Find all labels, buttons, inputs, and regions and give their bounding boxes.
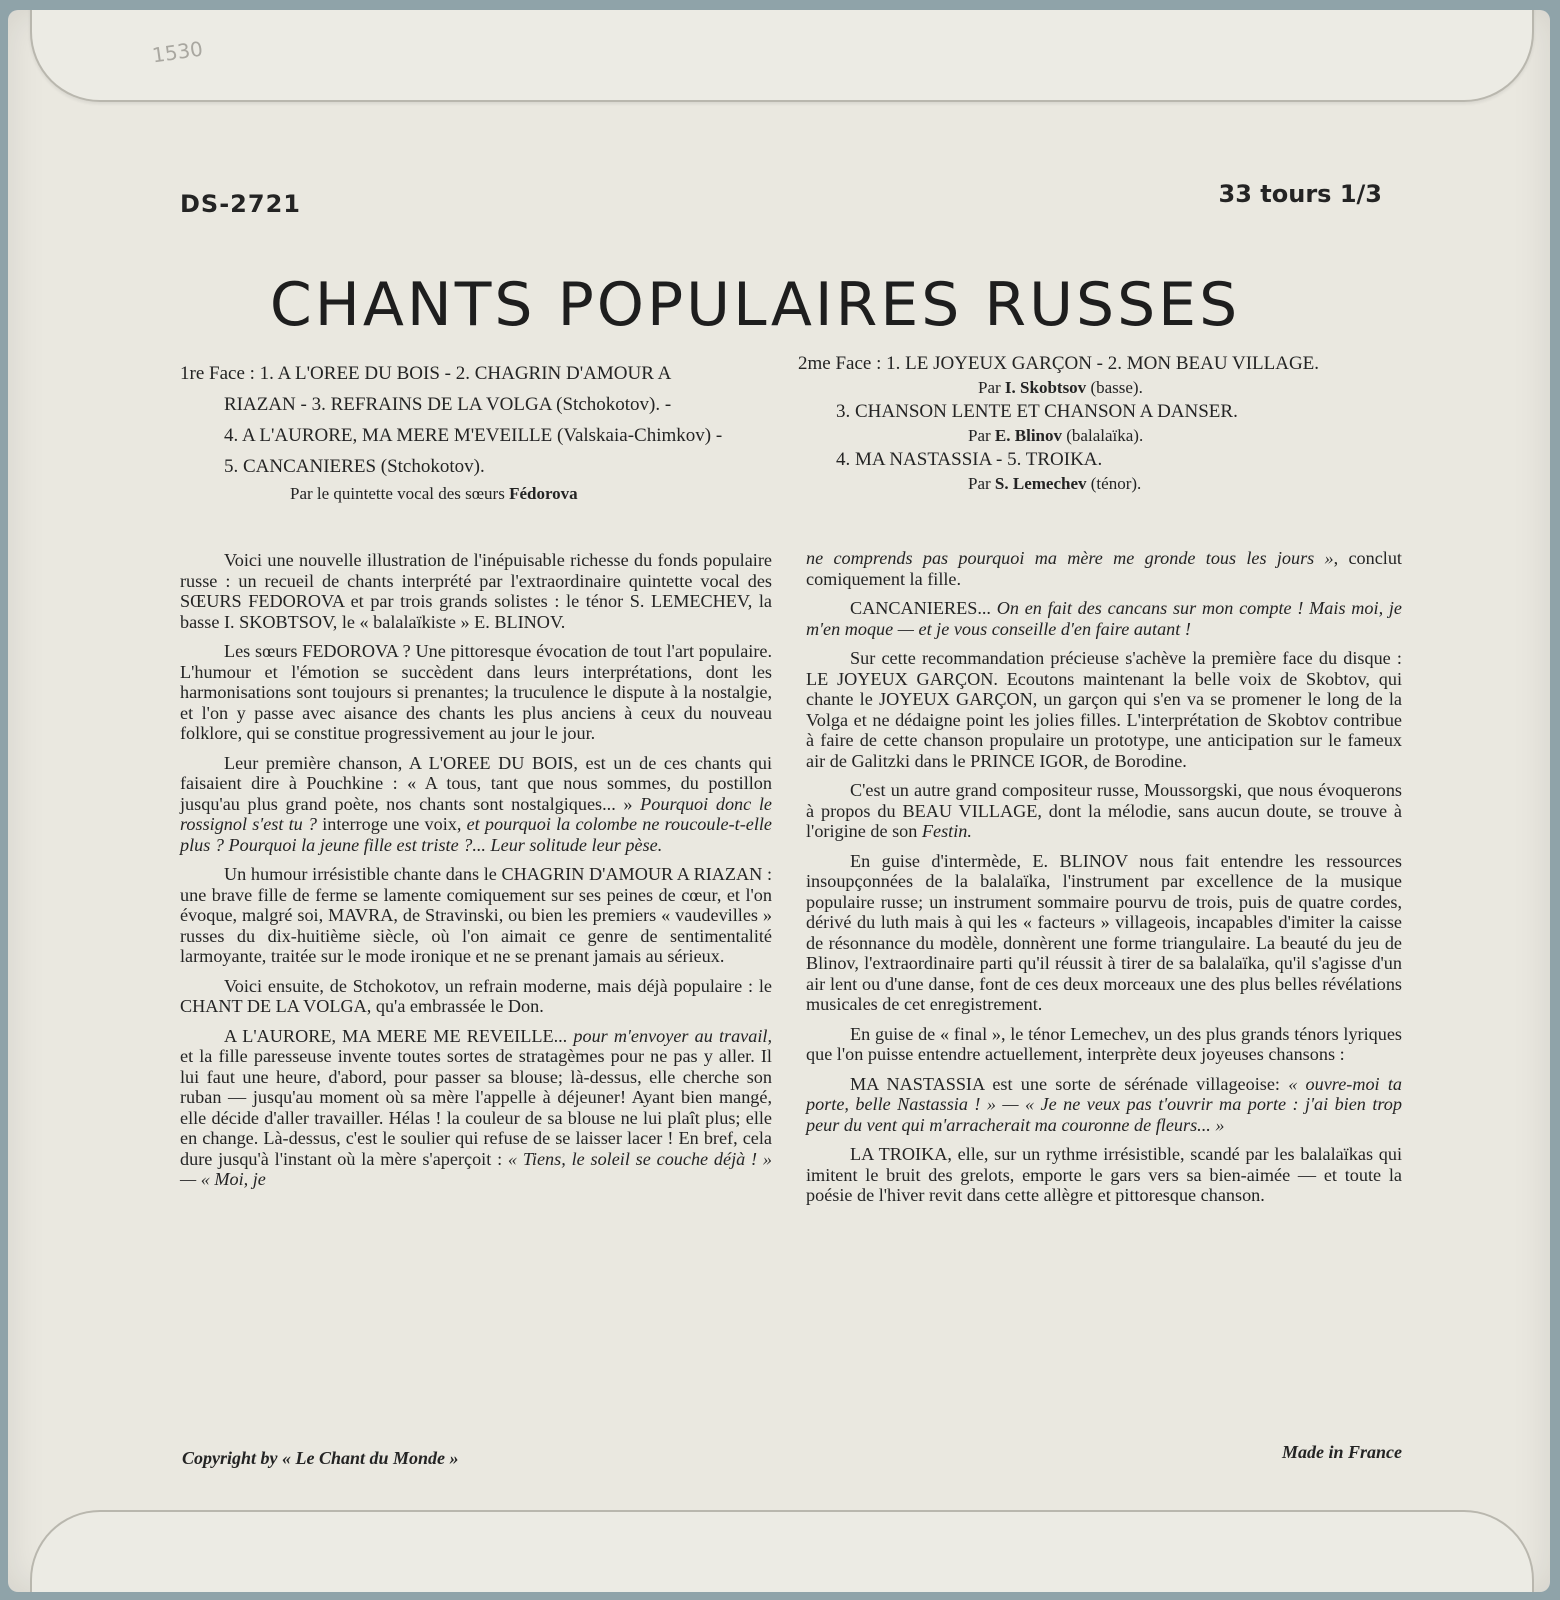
liner-paragraph: En guise de « final », le ténor Lemechev, un des plus grands ténors lyriques que l'on puisse entendre actuellement, interprète deux joyeuses chansons : (806, 1023, 1402, 1064)
text-run: interroge une voix, (317, 814, 467, 834)
italic-quote: « Tiens, le soleil se couche déjà ! » — « Moi, je (180, 1148, 772, 1189)
performer-prefix: Par (968, 474, 995, 493)
italic-quote: « ouvre-moi ta porte, belle Nastassia ! » — « Je ne veux pas t'ouvrir ma porte : j'ai bien trop peur du vent qui m'arracherait ma couronne de fleurs... » (806, 1073, 1402, 1135)
performer-prefix: Par (968, 426, 995, 445)
liner-paragraph: Un humour irrésistible chante dans le CHAGRIN D'AMOUR A RIAZAN : une brave fille de ferme se lamente comiquement sur ses peines de cœur, et l'on évoque, malgré soi, MAVRA, de Stravinski, ou bien les premiers « vaudevilles » russes du dix-huitième siècle, où l'on aimait ce genre de sentimentalité larmoyante, traitée sur le mode ironique et ne se prenant jamais au sérieux. (180, 864, 772, 966)
italic-quote: pour m'envoyer au travail, (573, 1025, 772, 1046)
liner-paragraph: Sur cette recommandation précieuse s'achève la première face du disque : LE JOYEUX GARÇON. Ecoutons maintenant la belle voix de Skobtov, qui chante le JOYEUX GARÇON, un garçon qui s'en va se promener le long de la Volga et ne dédaigne point les jolies filles. L'interprétation de Skobtov contribue à faire de cette chanson propulaire un prototype, une anticipation sur le fameux air de Galitzki dans le PRINCE IGOR, de Borodine. (806, 648, 1402, 771)
text-run: CANCANIERES... (850, 598, 997, 618)
italic-quote: On en fait des cancans sur mon compte ! Mais moi, je m'en moque — et je vous conseille d'en faire autant ! (806, 598, 1402, 639)
side-one-tracklist (180, 358, 780, 506)
album-title: CHANTS POPULAIRES RUSSES (269, 270, 1241, 340)
performer-role: (balalaïka). (1062, 426, 1144, 445)
side-two-line: 4. MA NASTASSIA - 5. TROIKA. (836, 449, 1103, 470)
text-run: Leur première chanson, A L'OREE DU BOIS, est un de ces chants qui faisaient dire à Pouchkine : « A tous, tant que nous sommes, du postillon jusqu'au plus grand poète, nos chants sont nostalgiques... » (180, 752, 772, 814)
liner-notes-right-column (806, 548, 1402, 1215)
liner-paragraph: Voici ensuite, de Stchokotov, un refrain moderne, mais déjà populaire : le CHANT DE LA VOLGA, qu'a embrassée le Don. (180, 975, 772, 1016)
performer-name: E. Blinov (994, 426, 1063, 445)
performer-name: S. Lemechev (994, 474, 1087, 493)
side-two-performer (798, 472, 1418, 496)
liner-paragraph: En guise d'intermède, E. BLINOV nous fait entendre les ressources insoupçonnées de la balalaïka, l'instrument par excellence de la musique populaire russe; un instrument sommaire pourvu de trois, puis de quatre cordes, dérivé du luth mais à qui les « facteurs » villageois, incapables d'imiter la caisse de résonnance du modèle, donnèrent une forme triangulaire. La beauté du jeu de Blinov, l'extraordinaire parti qu'il réussit à tirer de sa balalaïka, qu'il s'agisse d'un air lent ou d'une danse, font de ces deux morceaux une des plus belles révélations musicales de cet enregistrement. (806, 850, 1402, 1014)
side-two-tracklist (798, 352, 1418, 496)
liner-paragraph (806, 1074, 1402, 1136)
performer-role: (ténor). (1086, 474, 1142, 493)
text-run: A L'AURORE, MA MERE ME REVEILLE... (224, 1025, 574, 1046)
made-in-label: Made in France (1281, 1442, 1402, 1462)
performer-name: Fédorova (509, 484, 578, 503)
performer-role: (basse). (1086, 378, 1143, 397)
side-two-performer (798, 376, 1418, 400)
text-run: et la fille paresseuse invente toutes sortes de stratagèmes pour ne pas y aller. Il lui faut une heure, d'abord, pour passer sa blouse; là-dessus, elle cherche son ruban — jusqu'au moment où sa mère l'appelle à déjeuner! Ayant bien mangé, elle décide d'aller travailler. Hélas ! la couleur de sa blouse ne lui plaît plus; elle en change. Là-dessus, c'est le soulier qui refuse de se laisser lacer ! En bref, cela dure jusqu'à l'instant où la mère s'aperçoit : (180, 1046, 772, 1169)
liner-paragraph (806, 780, 1402, 842)
side-one-line: 4. A L'AURORE, MA MERE M'EVEILLE (Valskaia-Chimkov) - (224, 425, 723, 446)
text-run: C'est un autre grand compositeur russe, Moussorgski, que nous évoquerons à propos du BEAU VILLAGE, dont la mélodie, sans aucun doute, se trouve à l'origine de son (806, 780, 1402, 841)
text-run: , conclut comiquement la fille. (806, 548, 1402, 589)
copyright-notice: Copyright by « Le Chant du Monde » (182, 1448, 459, 1468)
pencil-mark: 1530 (150, 36, 205, 68)
side-one-line: 1re Face : 1. A L'OREE DU BOIS - 2. CHAGRIN D'AMOUR A (180, 363, 672, 384)
liner-paragraph (806, 548, 1402, 589)
italic-quote: Festin. (921, 821, 972, 841)
performer-prefix: Par (978, 378, 1005, 397)
liner-paragraph: LA TROIKA, elle, sur un rythme irrésistible, scandé par les balalaïkas qui imitent le bruit des grelots, emporte le gars vers sa bien-aimée — et toute la poésie de l'hiver revit dans cette allègre et pittoresque chanson. (806, 1144, 1402, 1205)
performer-name: I. Skobtsov (1004, 378, 1087, 397)
record-speed: 33 tours 1/3 (1218, 180, 1382, 208)
italic-quote: Pourquoi donc le rossignol s'est tu ? (180, 793, 773, 834)
italic-quote: et pourquoi la colombe ne roucoule-t-elle plus ? Pourquoi la jeune fille est triste ?... Leur solitude leur pèse. (180, 814, 773, 855)
side-one-performer (180, 482, 780, 506)
text-run: MA NASTASSIA est une sorte de sérénade villageoise: (850, 1073, 1289, 1094)
catalog-number: DS-2721 (180, 190, 301, 218)
sleeve-bottom-flap (30, 1510, 1534, 1592)
liner-notes-left-column (180, 550, 772, 1199)
side-two-line: 3. CHANSON LENTE ET CHANSON A DANSER. (836, 401, 1238, 422)
liner-paragraph (180, 753, 772, 856)
side-two-performer (798, 424, 1418, 448)
side-two-line: 2me Face : 1. LE JOYEUX GARÇON - 2. MON BEAU VILLAGE. (798, 353, 1320, 374)
liner-paragraph (806, 598, 1402, 639)
side-one-line: 5. CANCANIERES (Stchokotov). (224, 456, 485, 477)
liner-paragraph: Les sœurs FEDOROVA ? Une pittoresque évocation de tout l'art populaire. L'humour et l'émotion se succèdent dans leurs interprétations, dont les harmonisations sont toujours si prenantes; la truculence le dispute à la nostalgie, et l'on y passe avec aisance des chants les plus anciens à ceux du nouveau folklore, qui se constitue progressivement au jour le jour. (180, 641, 772, 743)
liner-paragraph (180, 1026, 772, 1190)
performer-prefix: Par le quintette vocal des sœurs (290, 484, 510, 503)
italic-quote: ne comprends pas pourquoi ma mère me gronde tous les jours » (806, 548, 1334, 568)
sleeve-top-flap (30, 10, 1534, 102)
side-one-line: RIAZAN - 3. REFRAINS DE LA VOLGA (Stchokotov). - (224, 394, 672, 415)
liner-paragraph: Voici une nouvelle illustration de l'inépuisable richesse du fonds populaire russe : un recueil de chants interprété par l'extraordinaire quintette vocal des SŒURS FEDOROVA et par trois grands solistes : le ténor S. LEMECHEV, la basse I. SKOBTSOV, le « balalaïkiste » E. BLINOV. (180, 550, 772, 632)
